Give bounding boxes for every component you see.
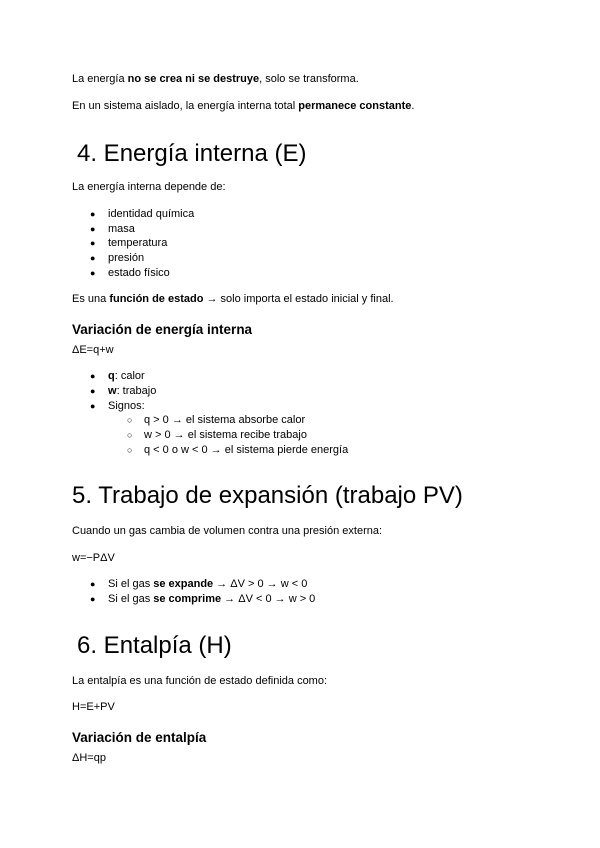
bullet-icon: ● — [90, 386, 96, 396]
bullet-icon: ● — [90, 268, 96, 278]
list-item: ● w: trabajo — [90, 385, 157, 397]
hollow-bullet-icon: ○ — [127, 445, 133, 455]
energy-variation-subheading: Variación de energía interna — [72, 322, 253, 337]
bullet-icon: ● — [90, 594, 96, 604]
hollow-bullet-icon: ○ — [127, 415, 133, 425]
list-item: ● masa — [90, 223, 135, 235]
section-5-heading: 5. Trabajo de expansión (trabajo PV) — [72, 482, 463, 509]
section-6-heading: 6. Entalpía (H) — [77, 632, 232, 659]
intro-line-2: En un sistema aislado, la energía interna total permanece constante. — [72, 100, 415, 112]
list-item: ● Signos: — [90, 400, 145, 412]
list-item: ● Si el gas se comprime → ΔV < 0 → w > 0 — [90, 593, 316, 605]
energy-formula: ΔE=q+w — [72, 344, 114, 356]
sub-list-item: ○ q < 0 o w < 0 → el sistema pierde energía — [127, 444, 349, 456]
intro-line-1: La energía no se crea ni se destruye, solo se transforma. — [72, 73, 359, 85]
enthalpy-variation-subheading: Variación de entalpía — [72, 730, 207, 745]
section-5-intro: Cuando un gas cambia de volumen contra una presión externa: — [72, 525, 383, 537]
list-item: ● Si el gas se expande → ΔV > 0 → w < 0 — [90, 578, 308, 590]
list-item: ● estado físico — [90, 267, 170, 279]
list-item: ● presión — [90, 252, 145, 264]
hollow-bullet-icon: ○ — [127, 430, 133, 440]
sub-list-item: ○ q > 0 → el sistema absorbe calor — [127, 414, 306, 426]
state-function-line: Es una función de estado → solo importa el estado inicial y final. — [72, 293, 394, 305]
enthalpy-variation-formula: ΔH=qp — [72, 752, 106, 764]
list-item: ● q: calor — [90, 370, 145, 382]
bullet-icon: ● — [90, 371, 96, 381]
enthalpy-formula: H=E+PV — [72, 701, 115, 713]
bullet-icon: ● — [90, 238, 96, 248]
bullet-icon: ● — [90, 401, 96, 411]
section-4-heading: 4. Energía interna (E) — [77, 140, 307, 167]
work-formula: w=−PΔV — [72, 552, 115, 564]
section-4-intro: La energía interna depende de: — [72, 181, 226, 193]
list-item: ● temperatura — [90, 237, 168, 249]
bullet-icon: ● — [90, 579, 96, 589]
bullet-icon: ● — [90, 209, 96, 219]
sub-list-item: ○ w > 0 → el sistema recibe trabajo — [127, 429, 307, 441]
bullet-icon: ● — [90, 253, 96, 263]
bullet-icon: ● — [90, 224, 96, 234]
list-item: ● identidad química — [90, 208, 195, 220]
section-6-intro: La entalpía es una función de estado definida como: — [72, 675, 328, 687]
